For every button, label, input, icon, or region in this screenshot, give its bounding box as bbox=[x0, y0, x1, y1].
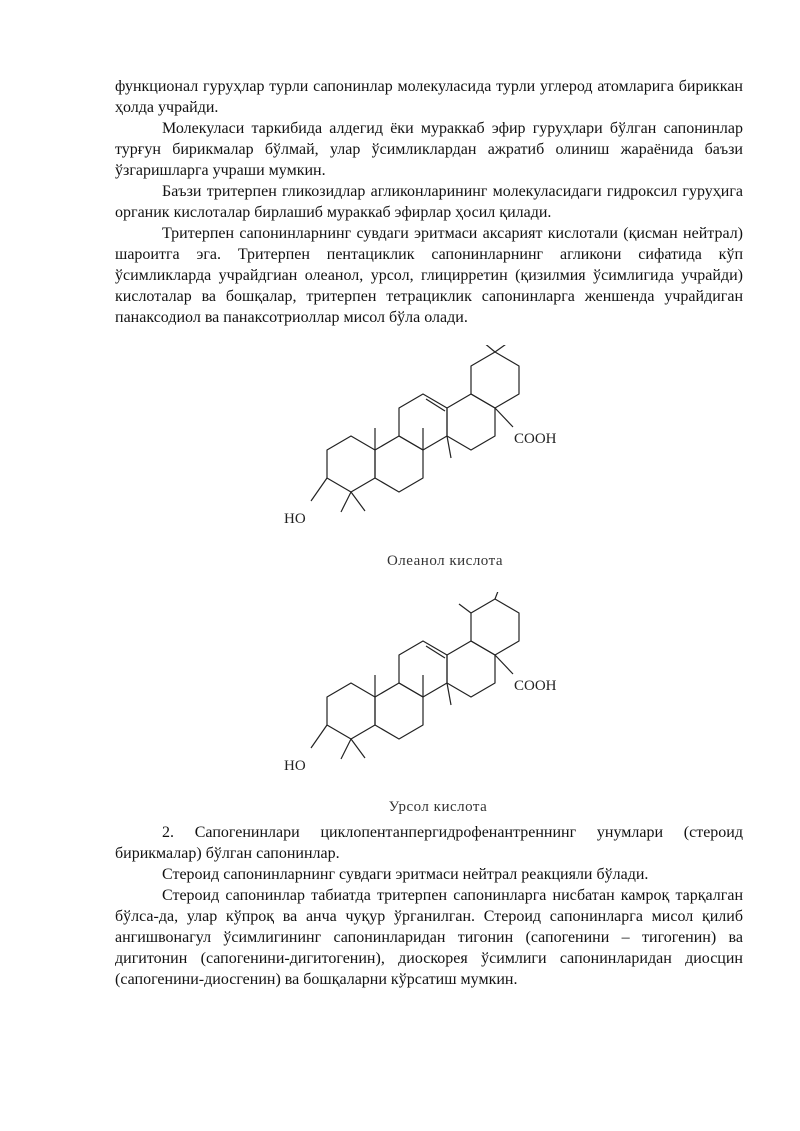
paragraph-esters: Молекуласи таркибида алдегид ёки мураккаб эфир гуруҳлари бўлган сапонинлар турғун бирикмалар бўлмай, улар ўсимликлардан ажратиб олиниш жараёнида баъзи ўзгаришларга учраши мумкин. bbox=[115, 120, 743, 179]
ursolic-acid-caption: Урсол кислота bbox=[388, 799, 488, 815]
paragraph-steroid-examples: Стероид сапонинлар табиатда тритерпен сапонинларга нисбатан камроқ тарқалган бўлса-да, улар кўпроқ ва анча чуқур ўрганилган. Стероид сапонинларга мисол қилиб ангишвонагул ўсимлигининг сапонинларидан тигонин (сапогенини – тигогенин) ва дигитонин (сапогенини-дигитогенин), диоскорея ўсимлиги сапонинларидан диосцин (сапогенини-диосгенин) ва бошқаларни кўрсатиш мумкин. bbox=[115, 887, 743, 988]
cooh-label: COOH bbox=[514, 678, 557, 694]
paragraph-steroid-solution: Стероид сапонинларнинг сувдаги эритмаси нейтрал реакцияли бўлади. bbox=[162, 866, 649, 883]
paragraph-continuation: функционал гуруҳлар турли сапонинлар молекуласида турли углерод атомларига бириккан ҳолда учрайди. bbox=[115, 78, 743, 116]
hydroxyl-label: HO bbox=[284, 758, 306, 774]
ursolic-acid-structure bbox=[270, 592, 590, 792]
oleanolic-acid-structure bbox=[270, 345, 590, 545]
text-block-bottom bbox=[115, 822, 743, 990]
paragraph-steroid-heading: 2. Сапогенинлари циклопентанпергидрофенантреннинг унумлари (стероид бирикмалар) бўлган сапонинлар. bbox=[115, 824, 743, 862]
paragraph-glycosides: Баъзи тритерпен гликозидлар агликонларининг молекуласидаги гидроксил гуруҳига органик кислоталар бирлашиб мураккаб эфирлар ҳосил қилади. bbox=[115, 183, 743, 221]
text-block-top bbox=[115, 76, 743, 328]
oleanolic-acid-caption: Олеанол кислота bbox=[386, 553, 504, 569]
cooh-label: COOH bbox=[514, 431, 557, 447]
paragraph-triterpene: Тритерпен сапонинларнинг сувдаги эритмаси аксарият кислотали (қисман нейтрал) шароитга эга. Тритерпен пентациклик сапонинларнинг агликони сифатида кўп ўсимликларда учрайдгиан олеанол, урсол, глицирретин (қизилмия ўсимлигида учрайди) кислоталар ва бошқалар, тритерпен тетрациклик сапонинларга женшенда учрайдиган панаксодиол ва панаксотриоллар мисол бўла олади. bbox=[115, 225, 743, 326]
hydroxyl-label: HO bbox=[284, 511, 306, 527]
